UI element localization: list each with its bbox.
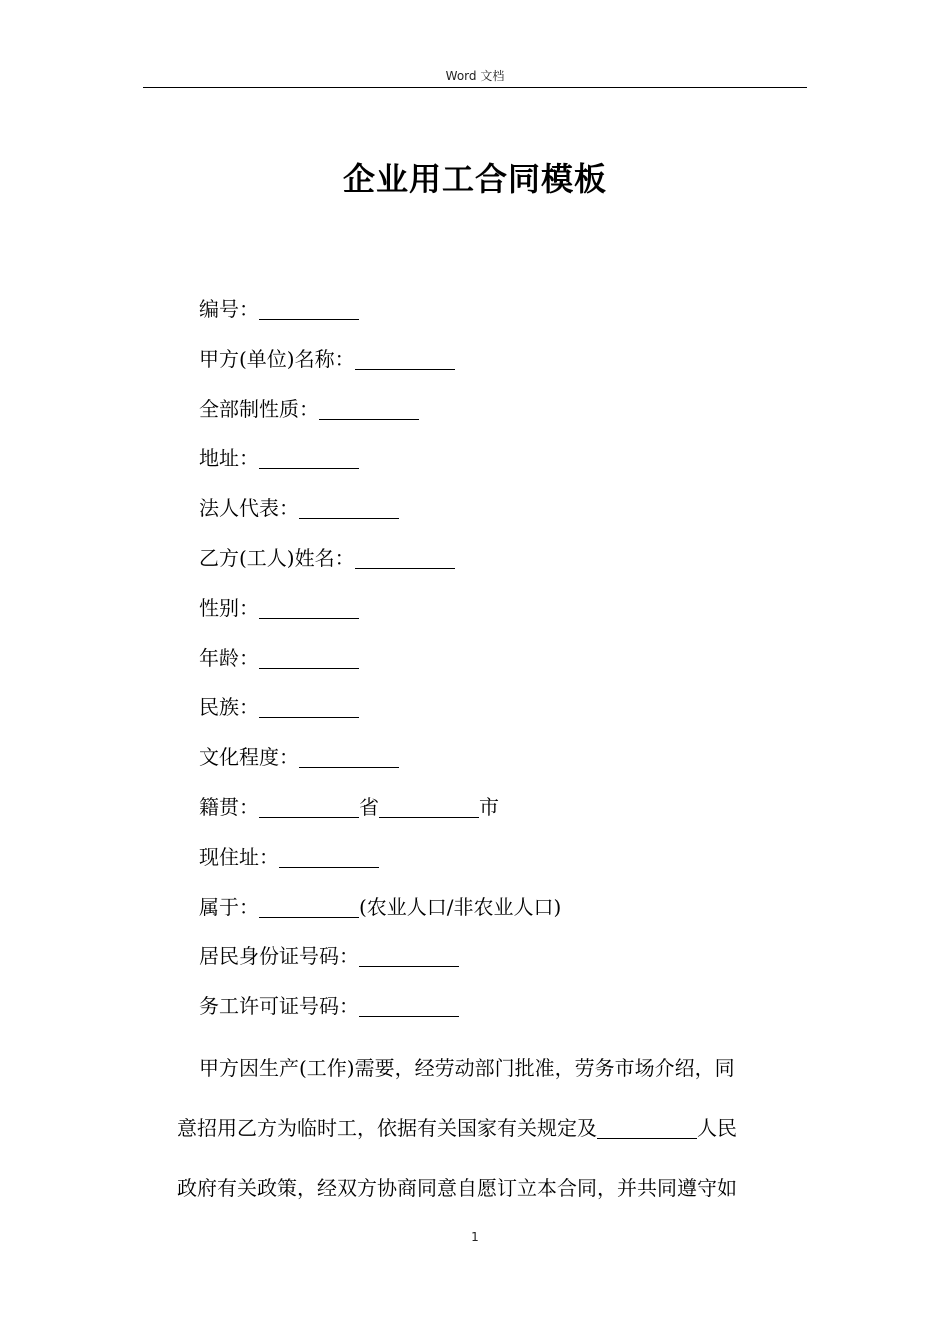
field-legal-representative [199,492,819,542]
page-header: Word 文档 [445,69,505,83]
field-age [199,642,819,692]
province-label: 省 [359,794,379,819]
fill-in-blank [299,747,399,768]
fill-in-blank [299,498,399,519]
field-label: 乙方(工人)姓名： [199,545,355,570]
fill-in-blank [259,697,359,718]
field-label: 地址： [199,446,259,471]
field-ethnicity [199,691,819,741]
field-label: 居民身份证号码： [199,944,359,969]
field-label: 甲方(单位)名称： [199,346,355,371]
page-number: 1 [471,1230,479,1244]
preamble-line [177,1098,817,1158]
fill-in-blank [259,598,359,619]
household-options: (农业人口/非农业人口) [359,894,562,919]
document-title: 企业用工合同模板 [342,160,607,198]
fill-in-blank [279,847,379,868]
field-household-type [199,891,819,941]
field-ownership-type [199,393,819,443]
field-label: 现住址： [199,844,279,869]
field-address [199,442,819,492]
field-id-number [199,940,819,990]
preamble-text: 人民 [697,1116,737,1140]
fill-in-blank [259,897,359,918]
contract-fields [199,293,819,1040]
fill-in-blank [359,996,459,1017]
fill-in-blank [359,946,459,967]
preamble-text: 意招用乙方为临时工，依据有关国家有关规定及 [177,1116,597,1140]
field-party-b-name [199,542,819,592]
fill-in-blank [355,548,455,569]
header-divider [143,87,807,88]
city-label: 市 [479,794,499,819]
field-work-permit-number [199,990,819,1040]
fill-in-blank [597,1118,697,1139]
field-label: 全部制性质： [199,396,319,421]
field-label: 属于： [199,894,259,919]
field-label: 务工许可证号码： [199,994,359,1019]
contract-preamble [177,1038,817,1218]
fill-in-blank [355,349,455,370]
preamble-line: 政府有关政策，经双方协商同意自愿订立本合同，并共同遵守如 [177,1176,737,1200]
field-native-place [199,791,819,841]
field-party-a-name [199,343,819,393]
fill-in-blank [259,797,359,818]
field-label: 年龄： [199,645,259,670]
field-education [199,741,819,791]
fill-in-blank [319,399,419,420]
field-label: 性别： [199,595,259,620]
field-label: 民族： [199,695,259,720]
field-label: 法人代表： [199,496,299,521]
field-current-address [199,841,819,891]
fill-in-blank [379,797,479,818]
field-label: 编号： [199,297,259,321]
fill-in-blank [259,448,359,469]
field-gender [199,592,819,642]
field-number [199,293,819,343]
fill-in-blank [259,648,359,669]
field-label: 文化程度： [199,745,299,770]
fill-in-blank [259,299,359,320]
field-label: 籍贯： [199,794,259,819]
preamble-line: 甲方因生产(工作)需要，经劳动部门批准，劳务市场介绍，同 [199,1056,735,1080]
